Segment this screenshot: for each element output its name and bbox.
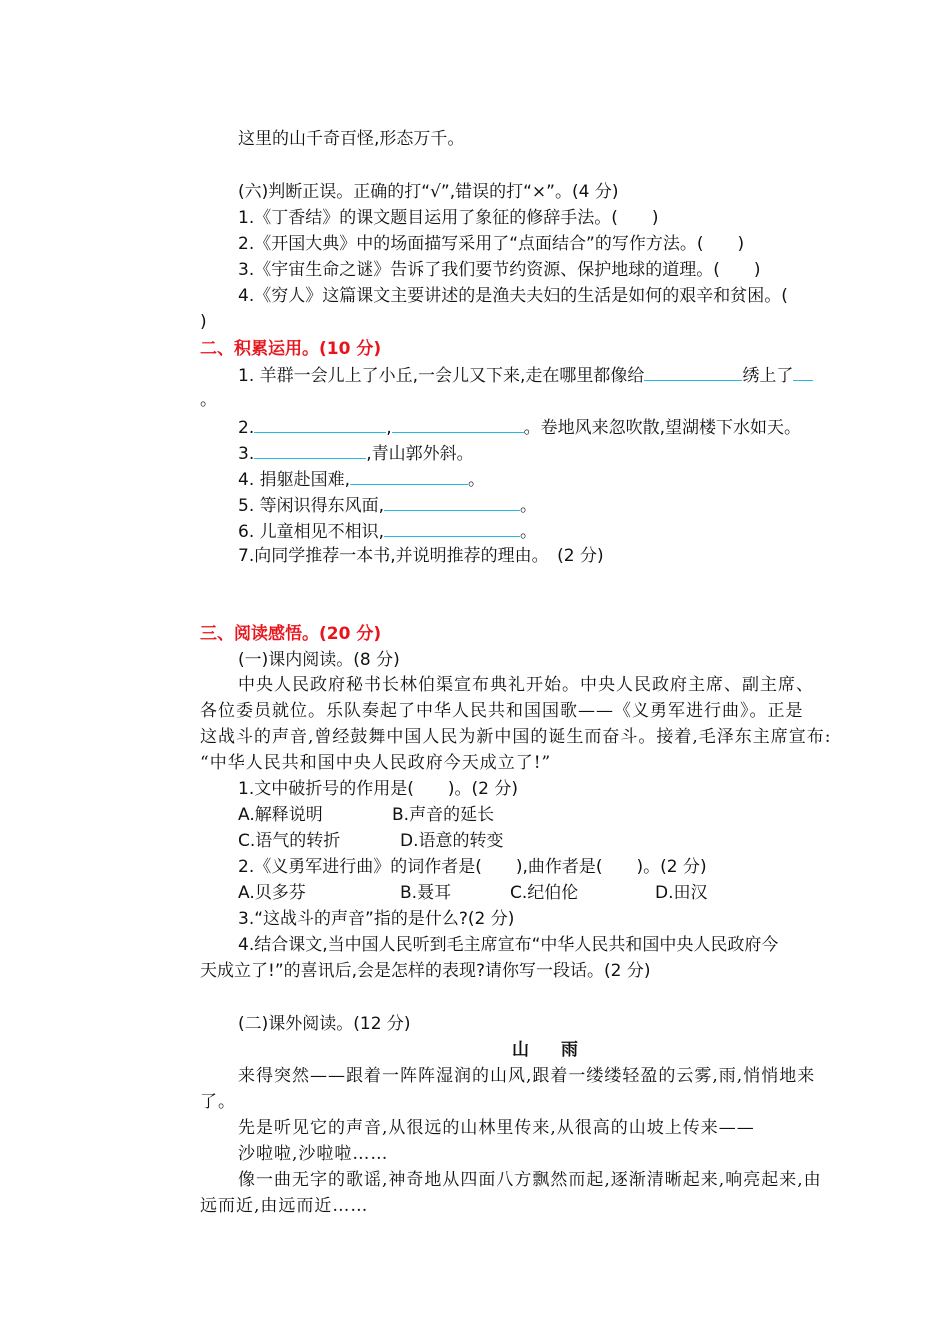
q2-2-tail: 。卷地风来忽吹散,望湖楼下水如天。 <box>523 418 802 438</box>
answer-blank[interactable] <box>384 492 520 511</box>
answer-blank[interactable] <box>254 414 386 433</box>
passage-line: 各位委员就位。乐队奏起了中华人民共和国国歌——《义勇军进行曲》。正是 <box>200 701 804 721</box>
q2-1 <box>238 362 813 388</box>
judge-header: (六)判断正误。正确的打“√”,错误的打“×”。(4 分) <box>238 182 619 202</box>
passage-line: 这战斗的声音,曾经鼓舞中国人民为新中国的诞生而奋斗。接着,毛泽东主席宣布: <box>200 727 832 747</box>
story-line: 来得突然——跟着一阵阵湿润的山风,跟着一缕缕轻盈的云雾,雨,悄悄地来 <box>238 1066 816 1086</box>
q2-7: 7.向同学推荐一本书,并说明推荐的理由。 (2 分) <box>238 546 604 566</box>
story-line: 先是听见它的声音,从很远的山林里传来,从很高的山坡上传来—— <box>238 1118 755 1138</box>
judge-item-4: 4.《穷人》这篇课文主要讲述的是渔夫夫妇的生活是如何的艰辛和贫困。( <box>238 286 788 306</box>
q2-4-text: 4. 捐躯赴国难, <box>238 470 351 490</box>
option-a[interactable]: A.解释说明 <box>238 805 323 825</box>
story-line: 远而近,由远而近…… <box>200 1196 369 1216</box>
q2-6-tail: 。 <box>520 522 538 542</box>
story-line: 了。 <box>200 1092 236 1112</box>
option-c[interactable]: C.纪伯伦 <box>510 883 579 903</box>
judge-item-2: 2.《开国大典》中的场面描写采用了“点面结合”的写作方法。( ) <box>238 234 745 254</box>
q2-1-text-b: 绣上了 <box>742 366 794 386</box>
judge-item-4-cont: ) <box>200 312 207 332</box>
q2-3 <box>238 440 474 466</box>
reading-sub2: (二)课外阅读。(12 分) <box>238 1014 411 1034</box>
passage-line: 中央人民政府秘书长林伯渠宣布典礼开始。中央人民政府主席、副主席、 <box>238 675 814 695</box>
q2-2-comma: , <box>386 418 392 438</box>
q2-2-num: 2. <box>238 418 255 438</box>
section3-heading: 三、阅读感悟。(20 分) <box>200 624 382 644</box>
judge-item-3: 3.《宇宙生命之谜》告诉了我们要节约资源、保护地球的道理。( ) <box>238 260 761 280</box>
option-d[interactable]: D.语意的转变 <box>400 831 504 851</box>
reading-q1: 1.文中破折号的作用是( )。(2 分) <box>238 779 518 799</box>
answer-blank[interactable] <box>384 518 520 537</box>
top-line: 这里的山千奇百怪,形态万千。 <box>238 129 465 149</box>
reading-q4-line1: 4.结合课文,当中国人民听到毛主席宣布“中华人民共和国中央人民政府今 <box>238 935 779 955</box>
reading-q1-options-row2 <box>238 829 504 853</box>
reading-q2: 2.《义勇军进行曲》的词作者是( ),曲作者是( )。(2 分) <box>238 857 707 877</box>
option-b[interactable]: B.聂耳 <box>400 883 452 903</box>
story-line: 像一曲无字的歌谣,神奇地从四面八方飘然而起,逐渐清晰起来,响亮起来,由 <box>238 1170 822 1190</box>
q2-3-tail: ,青山郭外斜。 <box>366 444 474 464</box>
q2-1-text-a: 1. 羊群一会儿上了小丘,一会儿又下来,走在哪里都像给 <box>238 366 645 386</box>
answer-blank[interactable] <box>644 362 742 381</box>
passage-line: “中华人民共和国中央人民政府今天成立了!” <box>200 753 552 773</box>
q2-6 <box>238 518 537 544</box>
option-a[interactable]: A.贝多芬 <box>238 883 306 903</box>
answer-blank[interactable] <box>793 362 813 381</box>
q2-1-end: 。 <box>200 390 217 410</box>
answer-blank[interactable] <box>392 414 524 433</box>
reading-q3: 3.“这战斗的声音”指的是什么?(2 分) <box>238 909 515 929</box>
q2-2 <box>238 414 801 440</box>
q2-5-text: 5. 等闲识得东风面, <box>238 496 385 516</box>
q2-5 <box>238 492 537 518</box>
q2-4-tail: 。 <box>468 470 486 490</box>
reading-q1-options-row1 <box>238 803 494 827</box>
story-line: 沙啦啦,沙啦啦…… <box>238 1144 389 1164</box>
q2-3-num: 3. <box>238 444 255 464</box>
option-c[interactable]: C.语气的转折 <box>238 831 341 851</box>
q2-5-tail: 。 <box>520 496 538 516</box>
story-title: 山雨 <box>512 1040 610 1060</box>
answer-blank[interactable] <box>254 440 366 459</box>
section2-heading: 二、积累运用。(10 分) <box>200 339 382 359</box>
reading-q4-line2: 天成立了!”的喜讯后,会是怎样的表现?请你写一段话。(2 分) <box>200 961 651 981</box>
judge-item-1: 1.《丁香结》的课文题目运用了象征的修辞手法。( ) <box>238 208 659 228</box>
option-d[interactable]: D.田汉 <box>655 883 708 903</box>
answer-blank[interactable] <box>350 466 468 485</box>
reading-q2-options <box>238 881 708 905</box>
reading-sub1: (一)课内阅读。(8 分) <box>238 650 400 670</box>
option-b[interactable]: B.声音的延长 <box>392 805 495 825</box>
q2-6-text: 6. 儿童相见不相识, <box>238 522 385 542</box>
q2-4 <box>238 466 485 492</box>
